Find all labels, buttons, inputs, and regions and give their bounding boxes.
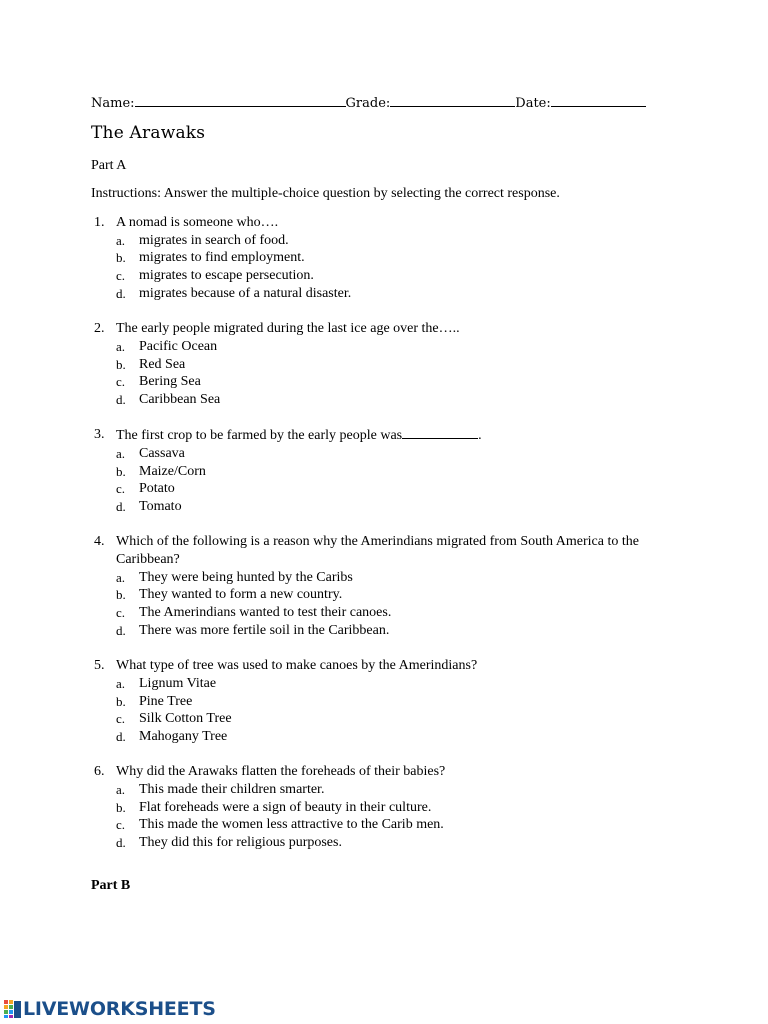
part-a-heading: Part A: [91, 158, 127, 173]
option-letter: b.: [116, 693, 126, 709]
option-text: This made their children smarter.: [139, 781, 325, 797]
question-5: [91, 657, 651, 746]
student-info-line: [91, 92, 661, 111]
option-letter: c.: [116, 374, 126, 390]
question-number: 5.: [94, 658, 105, 674]
answer-options: [116, 569, 651, 640]
question-text: [116, 320, 651, 338]
answer-option[interactable]: [116, 498, 651, 516]
option-letter: b.: [116, 799, 126, 815]
question-6: [91, 763, 651, 852]
answer-options: [116, 675, 651, 746]
instructions-text: Instructions: Answer the multiple-choice question by selecting the correct response.: [91, 186, 560, 201]
answer-option[interactable]: [116, 480, 651, 498]
grade-label: Grade:: [345, 96, 391, 111]
option-text: migrates to escape persecution.: [139, 268, 314, 284]
answer-option[interactable]: [116, 816, 651, 834]
option-text: Silk Cotton Tree: [139, 711, 232, 727]
name-field[interactable]: [135, 92, 346, 107]
option-text: Cassava: [139, 445, 185, 461]
answer-option[interactable]: [116, 834, 651, 852]
grade-field[interactable]: [390, 92, 515, 107]
question-number: 4.: [94, 534, 105, 550]
answer-option[interactable]: [116, 373, 651, 391]
option-letter: c.: [116, 605, 126, 621]
answer-option[interactable]: [116, 232, 651, 250]
answer-option[interactable]: [116, 569, 651, 587]
option-letter: c.: [116, 268, 126, 284]
option-letter: b.: [116, 587, 126, 603]
option-text: Lignum Vitae: [139, 675, 217, 691]
answer-options: [116, 232, 651, 303]
answer-option[interactable]: [116, 781, 651, 799]
question-4: [91, 533, 651, 639]
option-letter: b.: [116, 463, 126, 479]
question-list: [91, 214, 651, 869]
option-letter: b.: [116, 356, 126, 372]
option-text: Tomato: [139, 499, 182, 515]
option-letter: d.: [116, 391, 126, 407]
question-2: [91, 320, 651, 409]
part-b-heading: Part B: [91, 878, 131, 893]
question-text: [116, 214, 651, 232]
answer-option[interactable]: [116, 799, 651, 817]
option-letter: d.: [116, 499, 126, 515]
answer-option[interactable]: [116, 338, 651, 356]
option-letter: a.: [116, 232, 126, 248]
question-text: [116, 763, 651, 781]
option-letter: d.: [116, 622, 126, 638]
answer-options: [116, 445, 651, 516]
question-text-end: .: [478, 428, 482, 444]
question-text-content: The early people migrated during the last ice age over the…..: [116, 321, 460, 337]
question-number: 2.: [94, 321, 105, 337]
date-field[interactable]: [551, 92, 646, 107]
question-text-content: The first crop to be farmed by the early people was: [116, 428, 403, 444]
option-letter: d.: [116, 728, 126, 744]
answer-options: [116, 338, 651, 409]
question-number: 3.: [94, 427, 105, 443]
option-letter: a.: [116, 445, 126, 461]
option-text: Red Sea: [139, 356, 186, 372]
question-text-content: Which of the following is a reason why the Amerindians migrated from South America to the Caribbean?: [116, 534, 639, 568]
option-text: They wanted to form a new country.: [139, 587, 343, 603]
option-letter: a.: [116, 781, 126, 797]
option-text: migrates because of a natural disaster.: [139, 285, 352, 301]
name-label: Name:: [91, 96, 135, 111]
option-letter: c.: [116, 711, 126, 727]
date-label: Date:: [515, 96, 551, 111]
question-number: 1.: [94, 215, 105, 230]
option-letter: a.: [116, 338, 126, 354]
question-text-content: Why did the Arawaks flatten the foreheads of their babies?: [116, 764, 446, 780]
question-1: [91, 214, 651, 303]
answer-option[interactable]: [116, 463, 651, 481]
question-text-content: A nomad is someone who….: [116, 215, 279, 230]
option-text: The Amerindians wanted to test their canoes.: [139, 605, 392, 621]
option-letter: a.: [116, 569, 126, 585]
answer-option[interactable]: [116, 604, 651, 622]
question-text: [116, 533, 651, 568]
option-letter: c.: [116, 481, 126, 497]
logo-text: LIVEWORKSHEETS: [23, 998, 216, 1020]
liveworksheets-logo-icon: [4, 999, 22, 1019]
option-text: There was more fertile soil in the Caribbean.: [139, 622, 390, 638]
worksheet-title: The Arawaks: [91, 123, 206, 143]
answer-option[interactable]: [116, 391, 651, 409]
answer-option[interactable]: [116, 267, 651, 285]
option-text: migrates to find employment.: [139, 250, 305, 266]
option-text: Potato: [139, 481, 175, 497]
fill-in-blank[interactable]: [402, 426, 478, 439]
question-text-content: What type of tree was used to make canoes by the Amerindians?: [116, 658, 478, 674]
question-text: [116, 426, 651, 445]
option-letter: d.: [116, 285, 126, 301]
option-text: Maize/Corn: [139, 463, 206, 479]
answer-option[interactable]: [116, 693, 651, 711]
option-text: Bering Sea: [139, 374, 201, 390]
option-text: This made the women less attractive to the Carib men.: [139, 817, 444, 833]
option-text: Pacific Ocean: [139, 338, 218, 354]
question-text: [116, 657, 651, 675]
answer-option[interactable]: [116, 675, 651, 693]
answer-options: [116, 781, 651, 852]
answer-option[interactable]: [116, 445, 651, 463]
answer-option[interactable]: [116, 586, 651, 604]
option-letter: a.: [116, 675, 126, 691]
option-letter: d.: [116, 835, 126, 851]
option-text: Pine Tree: [139, 693, 193, 709]
answer-option[interactable]: [116, 710, 651, 728]
option-text: They did this for religious purposes.: [139, 835, 342, 851]
option-text: Flat foreheads were a sign of beauty in their culture.: [139, 799, 432, 815]
answer-option[interactable]: [116, 356, 651, 374]
answer-option[interactable]: [116, 285, 651, 303]
answer-option[interactable]: [116, 249, 651, 267]
liveworksheets-logo: [4, 998, 216, 1020]
question-3: [91, 426, 651, 516]
answer-option[interactable]: [116, 622, 651, 640]
option-text: Mahogany Tree: [139, 728, 228, 744]
option-text: Caribbean Sea: [139, 391, 221, 407]
option-text: migrates in search of food.: [139, 232, 289, 248]
answer-option[interactable]: [116, 728, 651, 746]
question-number: 6.: [94, 764, 105, 780]
option-text: They were being hunted by the Caribs: [139, 569, 353, 585]
option-letter: c.: [116, 817, 126, 833]
option-letter: b.: [116, 250, 126, 266]
